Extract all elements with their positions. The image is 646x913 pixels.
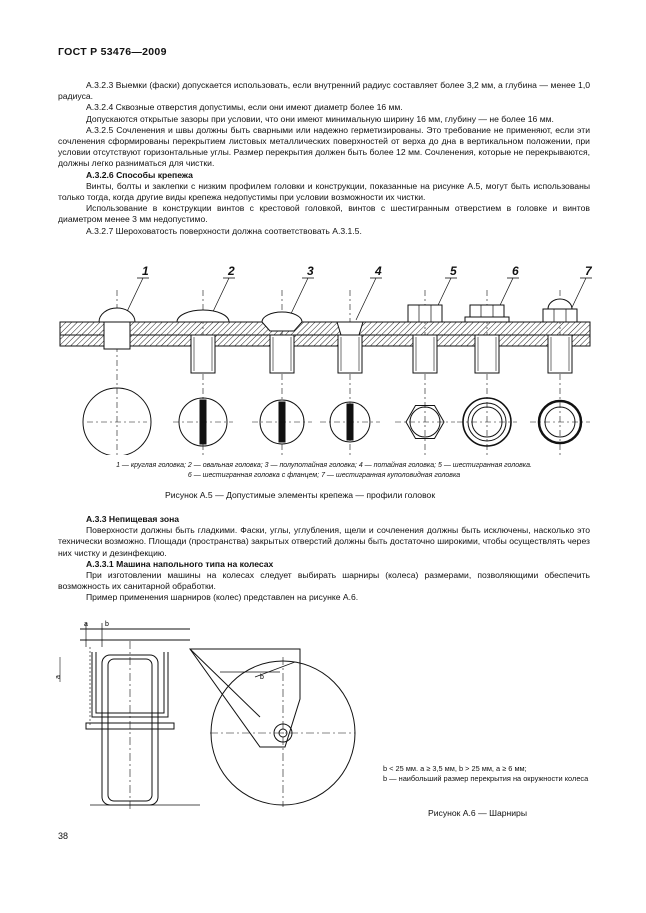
fastener-hexdome [543, 265, 593, 455]
paragraph: А.3.2.7 Шероховатость поверхности должна соответствовать А.3.1.5. [86, 225, 362, 236]
paragraph: Пример применения шарниров (колес) представлен на рисунке А.6. [86, 592, 359, 603]
fastener-number: 6 [512, 265, 519, 278]
text-block-nonfood-zone [58, 514, 590, 604]
plate-bottom [60, 335, 590, 346]
fastener-sunk [337, 265, 382, 455]
section-heading: А.3.3.1 Машина напольного типа на колесах [86, 558, 274, 569]
fastener-halfsunk [262, 265, 314, 455]
note-line-1: b < 25 мм. a ≥ 3,5 мм, b > 25 мм, a ≥ 6 мм; [383, 764, 527, 773]
label-a-top: a [84, 621, 88, 628]
page-number: 38 [58, 831, 69, 841]
label-b-profile: b [260, 674, 264, 681]
text-block-fasteners [58, 80, 590, 237]
legend-line-1: 1 — круглая головка; 2 — овальная головка; 3 — полупотайная головка; 4 — потайная головка; 5 — шестигранная головка. [116, 462, 532, 469]
fastener-hex [408, 265, 457, 455]
fastener-round [99, 265, 149, 455]
paragraph: А.3.2.5 Сочленения и швы должны быть сварными или надежно герметизированы. Это требование не применяют, если эти сочленения сформированы перекрытием листовых металлических поверхностей от верха до дна в вертикальном положении, при условии отсутствуют горизонтальные углы. Размер перекрытия должен быть более 12 мм. Сочленения, которые не перекрываются, должны легко разниматься для чистки. [58, 124, 590, 169]
section-heading: А.3.3 Непищевая зона [86, 514, 180, 524]
note-line-2: b — наибольший размер перекрытия на окружности колеса [383, 774, 589, 783]
paragraph: Винты, болты и заклепки с низким профилем головки и конструкции, показанные на рисунке А.5, могут быть использованы только тогда, когда другие виды крепежа недопустимы при условии возможности их чистки. [58, 180, 590, 203]
paragraph: А.3.2.4 Сквозные отверстия допустимы, если они имеют диаметр более 16 мм. [86, 102, 403, 113]
fastener-number: 2 [228, 265, 235, 278]
fastener-top-view [320, 402, 380, 442]
figure-a6-caption: Рисунок А.6 — Шарниры [428, 808, 528, 818]
figure-a5-fastener-profiles [55, 265, 595, 455]
caster-side-view [190, 649, 355, 807]
paragraph: При изготовлении машины на колесах следует выбирать шарниры (колеса) размерами, позволяющими обеспечить возможность их санитарной обработки. [58, 570, 590, 592]
fastener-number: 1 [142, 265, 149, 278]
fastener-top-view [530, 401, 590, 443]
paragraph: Использование в конструкции винтов с крестовой головкой, винтов с шестигранным отверстием в головке и винтов диаметром менее 3 мм недопустимо. [58, 203, 590, 225]
paragraph: Поверхности должны быть гладкими. Фаски, углы, углубления, щели и сочленения должны быть исключены, насколько это технически возможно. Площади (пространства) закрытых отверстий должны быть достаточно широкими, чтобы осуществлять через них чистку и дезинфекцию. [58, 525, 590, 558]
figure-a5-caption: Рисунок А.5 — Допустимые элементы крепежа — профили головок [165, 490, 436, 500]
fastener-top-view [173, 398, 233, 446]
fastener-number: 7 [585, 265, 592, 278]
fastener-top-view [252, 400, 312, 444]
label-b-top: b [105, 621, 109, 628]
document-header: ГОСТ Р 53476—2009 [58, 46, 167, 58]
label-a-side: a [55, 675, 62, 679]
paragraph: Допускаются открытые зазоры при условии, что они имеют минимальную ширину 16 мм, глубину — не более 16 мм. [86, 113, 554, 124]
figure-a6-casters [50, 617, 370, 812]
fastener-number: 5 [450, 265, 457, 278]
plate-top [60, 322, 590, 335]
legend-line-2: 6 — шестигранная головка с фланцем; 7 — шестигранная куполовидная головка [187, 472, 461, 479]
figure-a5-legend [58, 461, 590, 481]
caster-front-view [60, 623, 200, 809]
section-heading: А.3.2.6 Способы крепежа [86, 169, 193, 180]
fastener-number: 4 [375, 265, 382, 278]
paragraph: А.3.2.3 Выемки (фаски) допускается использовать, если внутренний радиус составляет более 3,2 мм, а глубина — менее 1,0 радиуса. [58, 80, 590, 102]
fastener-number: 3 [307, 265, 314, 278]
figure-a6-note [383, 764, 593, 784]
